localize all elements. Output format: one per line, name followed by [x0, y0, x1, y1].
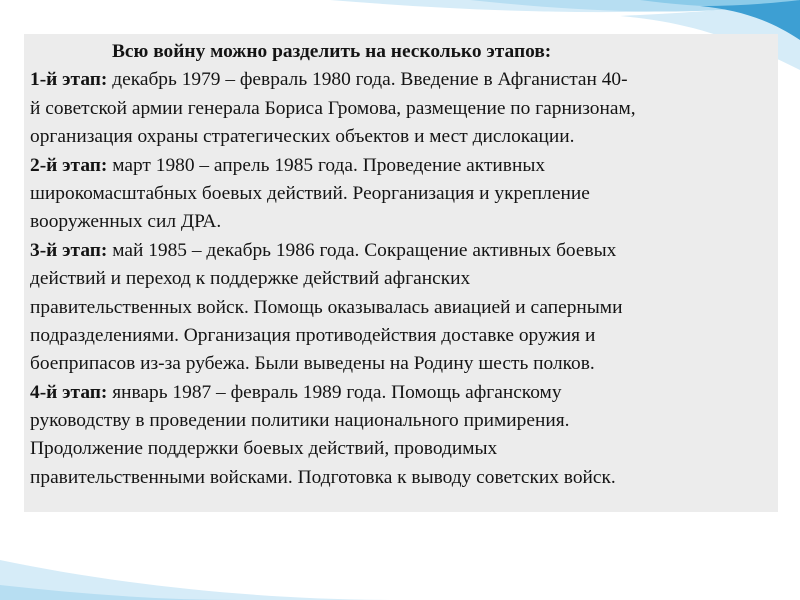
stage-1-line-1	[30, 66, 778, 94]
stage-4-text-1: январь 1987 – февраль 1989 года. Помощь афганскому	[107, 381, 562, 403]
intro-line: Всю войну можно разделить на несколько этапов:	[112, 41, 552, 62]
stage-1-text-1: декабрь 1979 – февраль 1980 года. Введение в Афганистан 40-	[107, 69, 628, 91]
stage-3-line-1	[30, 237, 778, 265]
stage-3-line-4: подразделениями. Организация противодействия доставке оружия и	[30, 324, 596, 346]
stage-3-line-2: действий и переход к поддержке действий афганских	[30, 268, 471, 290]
stage-2-line-2: широкомасштабных боевых действий. Реорганизация и укрепление	[30, 182, 590, 204]
stage-4-line-1	[30, 379, 778, 407]
text-box	[24, 34, 778, 512]
stage-1-line-3: организация охраны стратегических объектов и мест дислокации.	[30, 126, 575, 148]
stage-1-line-2: й советской армии генерала Бориса Громова, размещение по гарнизонам,	[30, 97, 636, 119]
stage-2-line-3: вооруженных сил ДРА.	[30, 211, 222, 233]
stage-4-line-4: правительственными войсками. Подготовка к выводу советских войск.	[30, 466, 616, 488]
stage-3-line-3: правительственных войск. Помощь оказывалась авиацией и саперными	[30, 296, 623, 318]
stage-4-line-2: руководству в проведении политики национального примирения.	[30, 410, 570, 432]
stage-3-line-5: боеприпасов из-за рубежа. Были выведены на Родину шесть полков.	[30, 353, 595, 375]
stage-4-line-3: Продолжение поддержки боевых действий, проводимых	[30, 438, 498, 460]
stage-2-line-1	[30, 152, 778, 180]
stage-4-label: 4-й этап:	[30, 381, 108, 403]
stage-3-label: 3-й этап:	[30, 239, 108, 261]
slide-text	[30, 38, 778, 492]
stage-3-text-1: май 1985 – декабрь 1986 года. Сокращение активных боевых	[107, 239, 617, 261]
stage-1-label: 1-й этап:	[30, 69, 108, 91]
stage-2-label: 2-й этап:	[30, 154, 108, 176]
stage-2-text-1: март 1980 – апрель 1985 года. Проведение активных	[107, 154, 546, 176]
